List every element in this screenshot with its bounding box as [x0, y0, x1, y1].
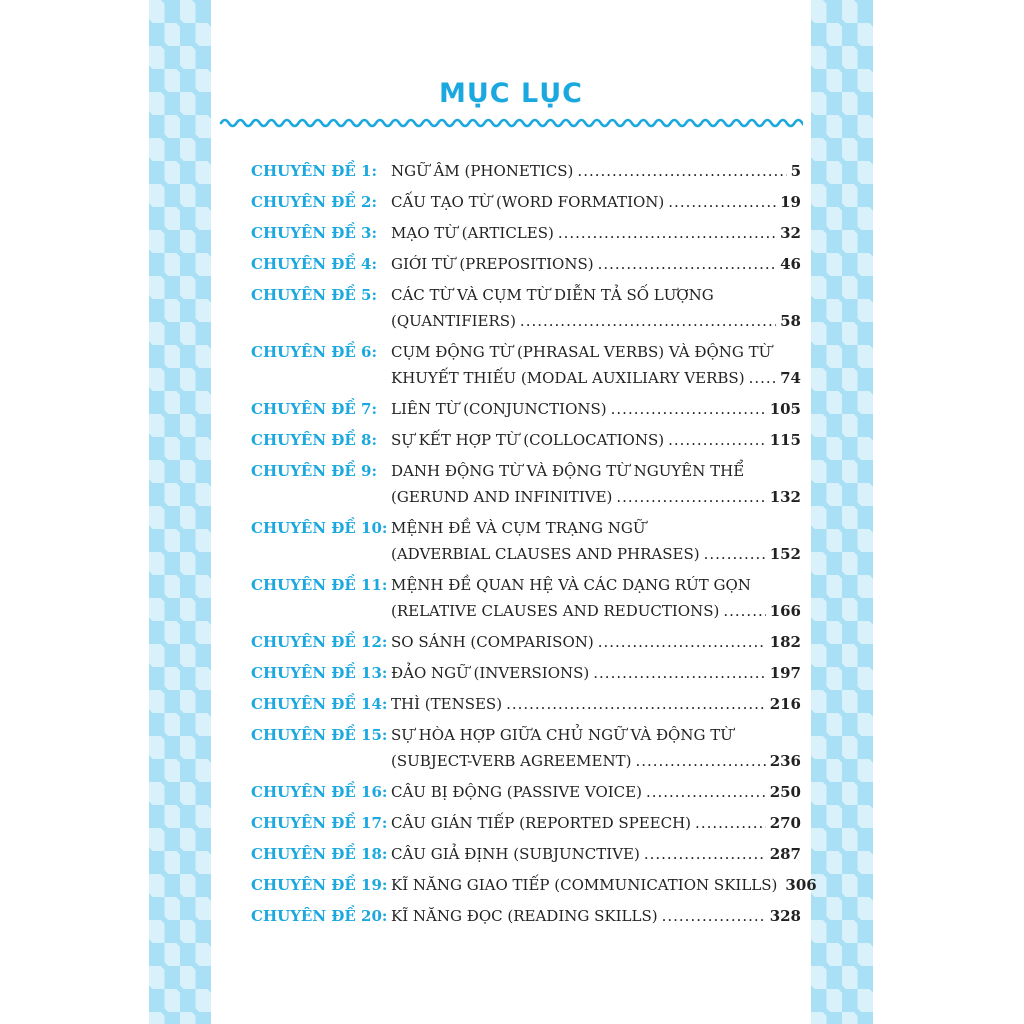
dot-leader — [616, 484, 765, 510]
toc-page — [211, 0, 817, 1024]
dot-leader — [668, 189, 776, 215]
chapter-label: CHUYÊN ĐỀ 8: — [251, 431, 378, 449]
page-number: 287 — [769, 845, 801, 863]
dot-leader — [662, 903, 766, 929]
chapter-title: ĐẢO NGỮ (INVERSIONS) — [391, 664, 590, 682]
page-number: 32 — [780, 224, 801, 242]
toc-entry[interactable] — [251, 189, 801, 215]
chapter-title: NGỮ ÂM (PHONETICS) — [391, 162, 574, 180]
toc-entry[interactable] — [251, 282, 801, 334]
page-number: 46 — [780, 255, 801, 273]
chapter-label: CHUYÊN ĐỀ 19: — [251, 876, 388, 894]
chapter-title: CỤM ĐỘNG TỪ (PHRASAL VERBS) VÀ ĐỘNG TỪ — [391, 343, 772, 361]
toc-entry[interactable] — [251, 220, 801, 246]
chapter-title: (RELATIVE CLAUSES AND REDUCTIONS) — [391, 602, 720, 620]
toc-entry[interactable] — [251, 572, 801, 624]
dot-leader — [558, 220, 776, 246]
chapter-title: CÂU GIẢ ĐỊNH (SUBJUNCTIVE) — [391, 845, 640, 863]
dot-leader — [749, 365, 777, 391]
toc-entry[interactable] — [251, 722, 801, 774]
chapter-label: CHUYÊN ĐỀ 3: — [251, 224, 378, 242]
chapter-title: SO SÁNH (COMPARISON) — [391, 633, 594, 651]
toc-entry[interactable] — [251, 779, 801, 805]
page-number: 152 — [769, 545, 801, 563]
page-number: 236 — [769, 752, 801, 770]
page-number: 132 — [769, 488, 801, 506]
page-number: 115 — [769, 431, 801, 449]
toc-entry[interactable] — [251, 691, 801, 717]
chapter-title: (ADVERBIAL CLAUSES AND PHRASES) — [391, 545, 700, 563]
chapter-label: CHUYÊN ĐỀ 14: — [251, 695, 388, 713]
chapter-title: DANH ĐỘNG TỪ VÀ ĐỘNG TỪ NGUYÊN THỂ — [391, 462, 745, 480]
dot-leader — [723, 598, 765, 624]
page-number: 5 — [790, 162, 801, 180]
dot-leader — [598, 629, 766, 655]
chapter-title: LIÊN TỪ (CONJUNCTIONS) — [391, 400, 607, 418]
dot-leader — [598, 251, 777, 277]
toc-entry[interactable] — [251, 158, 801, 184]
chapter-label: CHUYÊN ĐỀ 6: — [251, 343, 378, 361]
page-number: 328 — [769, 907, 801, 925]
chapter-label: CHUYÊN ĐỀ 13: — [251, 664, 388, 682]
chapter-label: CHUYÊN ĐỀ 20: — [251, 907, 388, 925]
chapter-title: (SUBJECT-VERB AGREEMENT) — [391, 752, 632, 770]
chapter-label: CHUYÊN ĐỀ 5: — [251, 286, 378, 304]
toc-entry[interactable] — [251, 872, 817, 898]
chapter-title: (GERUND AND INFINITIVE) — [391, 488, 613, 506]
page-number: 182 — [769, 633, 801, 651]
chapter-title: CÂU BỊ ĐỘNG (PASSIVE VOICE) — [391, 783, 642, 801]
toc-entry[interactable] — [251, 841, 801, 867]
page-number: 250 — [769, 783, 801, 801]
chapter-title: MẠO TỪ (ARTICLES) — [391, 224, 554, 242]
chapter-title: MỆNH ĐỀ QUAN HỆ VÀ CÁC DẠNG RÚT GỌN — [391, 576, 751, 594]
chapter-title: GIỚI TỪ (PREPOSITIONS) — [391, 255, 594, 273]
chapter-title: SỰ HÒA HỢP GIỮA CHỦ NGỮ VÀ ĐỘNG TỪ — [391, 726, 733, 744]
chapter-title: MỆNH ĐỀ VÀ CỤM TRẠNG NGỮ — [391, 519, 646, 537]
dot-leader — [577, 158, 786, 184]
page-title: MỤC LỤC — [439, 78, 583, 109]
page-number: 197 — [769, 664, 801, 682]
dot-leader — [611, 396, 766, 422]
chapter-title: CÂU GIÁN TIẾP (REPORTED SPEECH) — [391, 814, 692, 832]
toc-entry[interactable] — [251, 339, 801, 391]
chapter-label: CHUYÊN ĐỀ 11: — [251, 576, 388, 594]
left-diamond-border — [149, 0, 211, 1024]
chapter-label: CHUYÊN ĐỀ 15: — [251, 726, 388, 744]
chapter-label: CHUYÊN ĐỀ 10: — [251, 519, 388, 537]
toc-entry[interactable] — [251, 396, 801, 422]
toc-entry[interactable] — [251, 903, 801, 929]
chapter-label: CHUYÊN ĐỀ 4: — [251, 255, 378, 273]
chapter-title: KĨ NĂNG ĐỌC (READING SKILLS) — [391, 907, 658, 925]
page-number: 166 — [769, 602, 801, 620]
chapter-title: CẤU TẠO TỪ (WORD FORMATION) — [391, 193, 665, 211]
chapter-title: SỰ KẾT HỢP TỪ (COLLOCATIONS) — [391, 431, 665, 449]
toc-entry[interactable] — [251, 629, 801, 655]
wavy-divider — [219, 115, 803, 131]
dot-leader — [635, 748, 765, 774]
dot-leader — [593, 660, 765, 686]
chapter-title: CÁC TỪ VÀ CỤM TỪ DIỄN TẢ SỐ LƯỢNG — [391, 286, 714, 304]
toc-entry[interactable] — [251, 427, 801, 453]
dot-leader — [646, 779, 766, 805]
chapter-title: THÌ (TENSES) — [391, 695, 503, 713]
chapter-label: CHUYÊN ĐỀ 18: — [251, 845, 388, 863]
toc-entry[interactable] — [251, 515, 801, 567]
toc-entry[interactable] — [251, 458, 801, 510]
chapter-label: CHUYÊN ĐỀ 17: — [251, 814, 388, 832]
right-diamond-border — [811, 0, 873, 1024]
chapter-label: CHUYÊN ĐỀ 16: — [251, 783, 388, 801]
toc-entry[interactable] — [251, 810, 801, 836]
page-number: 105 — [769, 400, 801, 418]
chapter-label: CHUYÊN ĐỀ 1: — [251, 162, 378, 180]
toc-entry[interactable] — [251, 251, 801, 277]
dot-leader — [506, 691, 766, 717]
chapter-label: CHUYÊN ĐỀ 7: — [251, 400, 378, 418]
chapter-label: CHUYÊN ĐỀ 9: — [251, 462, 378, 480]
page-number: 216 — [769, 695, 801, 713]
page-number: 19 — [780, 193, 801, 211]
page-number: 306 — [785, 876, 817, 894]
page-number: 74 — [780, 369, 801, 387]
dot-leader — [644, 841, 766, 867]
dot-leader — [668, 427, 766, 453]
page-number: 58 — [780, 312, 801, 330]
chapter-title: KHUYẾT THIẾU (MODAL AUXILIARY VERBS) — [391, 369, 745, 387]
dot-leader — [520, 308, 776, 334]
chapter-label: CHUYÊN ĐỀ 12: — [251, 633, 388, 651]
page-number: 270 — [769, 814, 801, 832]
toc-entry[interactable] — [251, 660, 801, 686]
dot-leader — [695, 810, 766, 836]
chapter-title: KĨ NĂNG GIAO TIẾP (COMMUNICATION SKILLS) — [391, 876, 778, 894]
chapter-label: CHUYÊN ĐỀ 2: — [251, 193, 378, 211]
dot-leader — [704, 541, 766, 567]
toc-list — [251, 158, 817, 929]
chapter-title: (QUANTIFIERS) — [391, 312, 516, 330]
